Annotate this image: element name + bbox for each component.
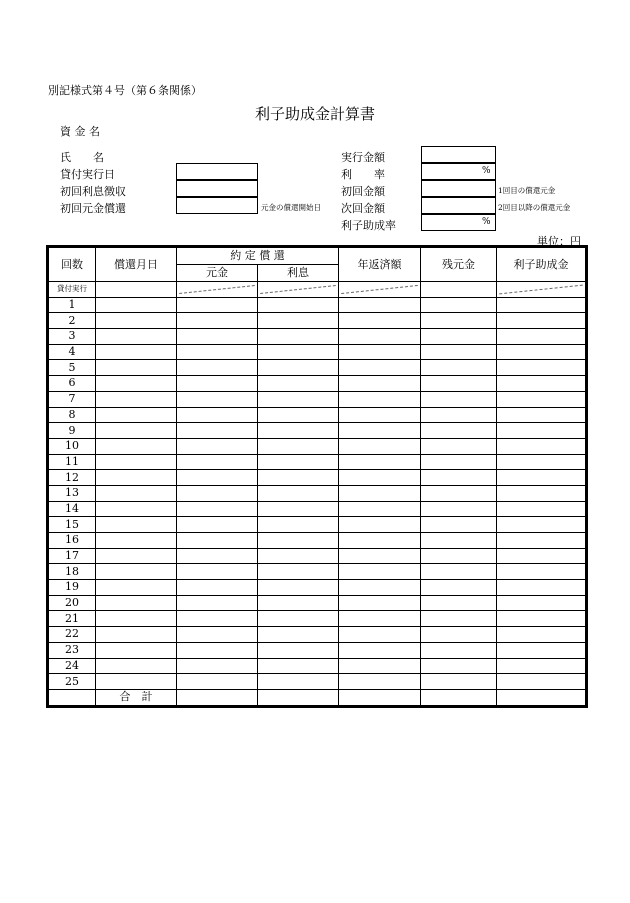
first-amount-note: 1回目の償還元金 <box>498 186 556 195</box>
table-cell[interactable] <box>96 611 177 627</box>
table-cell[interactable] <box>497 564 586 580</box>
table-cell[interactable] <box>177 391 258 407</box>
table-cell[interactable] <box>339 627 421 643</box>
exec-amount-field[interactable] <box>421 146 496 163</box>
table-cell[interactable] <box>421 423 497 439</box>
table-cell[interactable] <box>421 313 497 329</box>
table-cell[interactable] <box>258 438 339 454</box>
table-cell[interactable] <box>177 689 258 705</box>
table-cell[interactable] <box>421 282 497 298</box>
table-cell[interactable] <box>497 454 586 470</box>
first-principal-field[interactable] <box>176 197 258 214</box>
table-cell[interactable] <box>177 407 258 423</box>
table-cell[interactable] <box>96 470 177 486</box>
table-cell[interactable] <box>497 329 586 345</box>
table-cell[interactable] <box>258 297 339 313</box>
row-number: 25 <box>49 674 96 690</box>
table-cell[interactable] <box>339 329 421 345</box>
row-number: 8 <box>49 407 96 423</box>
table-cell[interactable] <box>421 533 497 549</box>
row-number: 2 <box>49 313 96 329</box>
table-cell[interactable] <box>497 423 586 439</box>
next-amount-field[interactable] <box>421 197 496 214</box>
table-cell[interactable] <box>258 329 339 345</box>
table-cell[interactable] <box>339 391 421 407</box>
rate-label: 利 率 <box>341 168 385 181</box>
table-cell[interactable] <box>421 580 497 596</box>
row-number: 11 <box>49 454 96 470</box>
table-cell[interactable] <box>497 611 586 627</box>
table-cell[interactable] <box>339 689 421 705</box>
table-row <box>49 485 586 501</box>
next-amount-label: 次回金額 <box>341 202 385 215</box>
table-cell[interactable] <box>421 438 497 454</box>
table-cell[interactable] <box>96 627 177 643</box>
table-cell[interactable] <box>421 595 497 611</box>
table-cell[interactable] <box>421 658 497 674</box>
table-row <box>49 360 586 376</box>
table-row <box>49 407 586 423</box>
table-cell[interactable] <box>421 564 497 580</box>
table-cell[interactable] <box>177 548 258 564</box>
table-cell[interactable] <box>497 658 586 674</box>
table-row <box>49 391 586 407</box>
table-cell[interactable] <box>339 376 421 392</box>
subsidy-rate-percent: % <box>482 217 491 227</box>
row-number: 15 <box>49 517 96 533</box>
table-cell[interactable] <box>177 533 258 549</box>
table-cell[interactable] <box>258 674 339 690</box>
loan-date-label: 貸付実行日 <box>60 168 115 181</box>
table-cell[interactable] <box>421 391 497 407</box>
table-cell[interactable] <box>177 360 258 376</box>
table-cell[interactable] <box>96 329 177 345</box>
table-cell[interactable] <box>421 485 497 501</box>
header-scheduled: 約 定 償 還 <box>177 248 339 265</box>
principal-start-note: 元金の償還開始日 <box>261 203 321 212</box>
table-cell[interactable] <box>96 533 177 549</box>
row-number: 1 <box>49 297 96 313</box>
table-cell[interactable] <box>96 438 177 454</box>
header-subsidy: 利子助成金 <box>497 248 586 282</box>
unit-label: 単位：円 <box>537 235 581 248</box>
header-interest: 利息 <box>258 265 339 282</box>
table-cell[interactable] <box>177 611 258 627</box>
table-cell[interactable] <box>339 297 421 313</box>
table-cell[interactable] <box>339 501 421 517</box>
table-cell[interactable] <box>497 533 586 549</box>
table-cell[interactable] <box>339 595 421 611</box>
row-number: 18 <box>49 564 96 580</box>
table-row <box>49 329 586 345</box>
table-cell[interactable] <box>96 658 177 674</box>
table-cell[interactable] <box>497 580 586 596</box>
table-row <box>49 564 586 580</box>
table-cell[interactable] <box>497 376 586 392</box>
table-cell[interactable] <box>258 454 339 470</box>
table-cell[interactable] <box>339 423 421 439</box>
table-cell[interactable] <box>177 313 258 329</box>
rate-percent: % <box>482 166 491 176</box>
row-number: 14 <box>49 501 96 517</box>
table-row <box>49 595 586 611</box>
table-cell[interactable] <box>96 642 177 658</box>
table-row <box>49 517 586 533</box>
table-cell[interactable] <box>96 297 177 313</box>
table-row <box>49 376 586 392</box>
table-cell[interactable] <box>258 548 339 564</box>
table-cell[interactable] <box>258 564 339 580</box>
table-cell[interactable] <box>258 611 339 627</box>
table-cell[interactable] <box>96 674 177 690</box>
table-cell[interactable] <box>258 658 339 674</box>
table-cell[interactable] <box>177 454 258 470</box>
table-cell[interactable] <box>96 580 177 596</box>
table-cell[interactable] <box>497 407 586 423</box>
table-cell[interactable] <box>177 282 258 298</box>
table-cell[interactable] <box>96 595 177 611</box>
header-remaining: 残元金 <box>421 248 497 282</box>
table-cell[interactable] <box>339 517 421 533</box>
table-cell[interactable] <box>177 595 258 611</box>
page-title: 利子助成金計算書 <box>254 105 375 123</box>
table-row <box>49 344 586 360</box>
loan-date-field[interactable] <box>176 163 258 180</box>
table-cell[interactable] <box>96 407 177 423</box>
table-cell[interactable] <box>177 485 258 501</box>
fund-name-label: 資 金 名 <box>60 125 100 138</box>
table-cell[interactable] <box>339 407 421 423</box>
table-cell[interactable] <box>258 407 339 423</box>
table-cell[interactable] <box>497 485 586 501</box>
table-cell[interactable] <box>96 454 177 470</box>
subsidy-rate-label: 利子助成率 <box>341 219 396 232</box>
table-cell[interactable] <box>421 470 497 486</box>
table-cell[interactable] <box>177 501 258 517</box>
exec-amount-label: 実行金額 <box>341 151 385 164</box>
table-cell[interactable] <box>177 438 258 454</box>
table-row <box>49 297 586 313</box>
table-cell[interactable] <box>421 611 497 627</box>
table-cell[interactable] <box>339 470 421 486</box>
table-cell[interactable] <box>177 580 258 596</box>
table-cell[interactable] <box>177 423 258 439</box>
table-row <box>49 454 586 470</box>
table-cell[interactable] <box>258 376 339 392</box>
table-cell[interactable] <box>96 376 177 392</box>
table-cell[interactable] <box>421 674 497 690</box>
first-amount-field[interactable] <box>421 180 496 197</box>
table-row <box>49 658 586 674</box>
table-cell[interactable] <box>177 564 258 580</box>
table-cell[interactable] <box>421 454 497 470</box>
table-cell[interactable] <box>421 517 497 533</box>
table-cell[interactable] <box>421 548 497 564</box>
table-cell[interactable] <box>96 501 177 517</box>
row-number: 12 <box>49 470 96 486</box>
name-label: 氏 名 <box>60 151 104 164</box>
table-row <box>49 548 586 564</box>
table-cell[interactable] <box>258 689 339 705</box>
table-cell[interactable] <box>421 297 497 313</box>
table-cell[interactable] <box>421 407 497 423</box>
table-row <box>49 611 586 627</box>
table-cell[interactable] <box>497 360 586 376</box>
table-cell[interactable] <box>339 674 421 690</box>
header-annual: 年返済額 <box>339 248 421 282</box>
table-cell[interactable] <box>96 282 177 298</box>
table-cell[interactable] <box>258 533 339 549</box>
table-cell[interactable] <box>258 360 339 376</box>
table-cell[interactable] <box>96 548 177 564</box>
row-number: 23 <box>49 642 96 658</box>
table-cell[interactable] <box>96 485 177 501</box>
table-cell[interactable] <box>339 642 421 658</box>
table-cell[interactable] <box>339 485 421 501</box>
total-label: 合 計 <box>96 689 177 705</box>
table-cell[interactable] <box>177 470 258 486</box>
table-cell[interactable] <box>339 611 421 627</box>
table-cell[interactable] <box>339 454 421 470</box>
table-cell[interactable] <box>96 517 177 533</box>
table-cell[interactable] <box>497 642 586 658</box>
table-cell[interactable] <box>497 313 586 329</box>
table-cell[interactable] <box>339 548 421 564</box>
table-row <box>49 533 586 549</box>
table-cell[interactable] <box>421 627 497 643</box>
row-number: 5 <box>49 360 96 376</box>
table-cell[interactable] <box>497 689 586 705</box>
table-cell[interactable] <box>339 344 421 360</box>
table-cell[interactable] <box>421 501 497 517</box>
table-cell[interactable] <box>339 438 421 454</box>
table-cell[interactable] <box>497 438 586 454</box>
header-month: 償還月日 <box>96 248 177 282</box>
table-cell[interactable] <box>258 517 339 533</box>
row-number: 13 <box>49 485 96 501</box>
table-row <box>49 674 586 690</box>
table-cell[interactable] <box>497 674 586 690</box>
next-amount-note: 2回目以降の償還元金 <box>498 203 571 212</box>
table-cell[interactable] <box>497 391 586 407</box>
table-cell[interactable] <box>258 642 339 658</box>
ledger-table <box>48 247 586 706</box>
table-cell[interactable] <box>497 344 586 360</box>
first-interest-field[interactable] <box>176 180 258 197</box>
table-cell[interactable] <box>421 329 497 345</box>
header-principal: 元金 <box>177 265 258 282</box>
table-cell <box>49 689 96 705</box>
row-number: 24 <box>49 658 96 674</box>
table-cell[interactable] <box>258 485 339 501</box>
table-cell[interactable] <box>339 658 421 674</box>
loan-row-label: 貸付実行 <box>49 282 96 298</box>
row-number: 10 <box>49 438 96 454</box>
table-cell[interactable] <box>96 423 177 439</box>
table-cell[interactable] <box>258 344 339 360</box>
table-cell[interactable] <box>497 627 586 643</box>
table-cell[interactable] <box>421 642 497 658</box>
table-cell[interactable] <box>258 580 339 596</box>
table-row <box>49 627 586 643</box>
table-cell[interactable] <box>258 313 339 329</box>
table-cell[interactable] <box>258 423 339 439</box>
first-interest-label: 初回利息徴収 <box>60 185 126 198</box>
table-cell[interactable] <box>177 627 258 643</box>
table-cell[interactable] <box>339 564 421 580</box>
row-number: 21 <box>49 611 96 627</box>
row-number: 4 <box>49 344 96 360</box>
table-cell[interactable] <box>497 282 586 298</box>
table-cell[interactable] <box>497 470 586 486</box>
table-cell[interactable] <box>497 517 586 533</box>
form-number: 別記様式第４号（第６条関係） <box>48 84 202 97</box>
table-cell[interactable] <box>339 580 421 596</box>
table-cell[interactable] <box>421 689 497 705</box>
table-cell[interactable] <box>421 360 497 376</box>
row-number: 16 <box>49 533 96 549</box>
table-cell[interactable] <box>177 376 258 392</box>
table-cell[interactable] <box>339 360 421 376</box>
first-principal-label: 初回元金償還 <box>60 202 126 215</box>
table-row <box>49 313 586 329</box>
table-cell[interactable] <box>258 391 339 407</box>
table-cell[interactable] <box>177 517 258 533</box>
table-cell[interactable] <box>96 564 177 580</box>
table-cell[interactable] <box>497 548 586 564</box>
table-cell[interactable] <box>96 360 177 376</box>
table-cell[interactable] <box>177 297 258 313</box>
table-row <box>49 501 586 517</box>
row-number: 7 <box>49 391 96 407</box>
table-cell[interactable] <box>177 642 258 658</box>
table-row <box>49 580 586 596</box>
table-cell[interactable] <box>258 470 339 486</box>
table-cell[interactable] <box>339 282 421 298</box>
table-cell[interactable] <box>497 595 586 611</box>
table-cell[interactable] <box>339 313 421 329</box>
table-cell[interactable] <box>497 297 586 313</box>
row-number: 20 <box>49 595 96 611</box>
table-cell[interactable] <box>421 376 497 392</box>
table-row <box>49 470 586 486</box>
table-cell[interactable] <box>421 344 497 360</box>
table-cell[interactable] <box>339 533 421 549</box>
table-cell[interactable] <box>96 344 177 360</box>
table-cell[interactable] <box>177 329 258 345</box>
table-row <box>49 438 586 454</box>
table-cell[interactable] <box>258 282 339 298</box>
table-cell[interactable] <box>177 344 258 360</box>
table-row <box>49 642 586 658</box>
row-number: 6 <box>49 376 96 392</box>
table-cell[interactable] <box>258 627 339 643</box>
first-amount-label: 初回金額 <box>341 185 385 198</box>
row-number: 19 <box>49 580 96 596</box>
table-cell[interactable] <box>177 674 258 690</box>
row-number: 22 <box>49 627 96 643</box>
row-number: 9 <box>49 423 96 439</box>
table-cell[interactable] <box>96 391 177 407</box>
table-cell[interactable] <box>258 595 339 611</box>
row-number: 3 <box>49 329 96 345</box>
table-cell[interactable] <box>258 501 339 517</box>
table-cell[interactable] <box>96 313 177 329</box>
table-row <box>49 423 586 439</box>
row-number: 17 <box>49 548 96 564</box>
header-count: 回数 <box>49 248 96 282</box>
table-cell[interactable] <box>497 501 586 517</box>
table-cell[interactable] <box>177 658 258 674</box>
